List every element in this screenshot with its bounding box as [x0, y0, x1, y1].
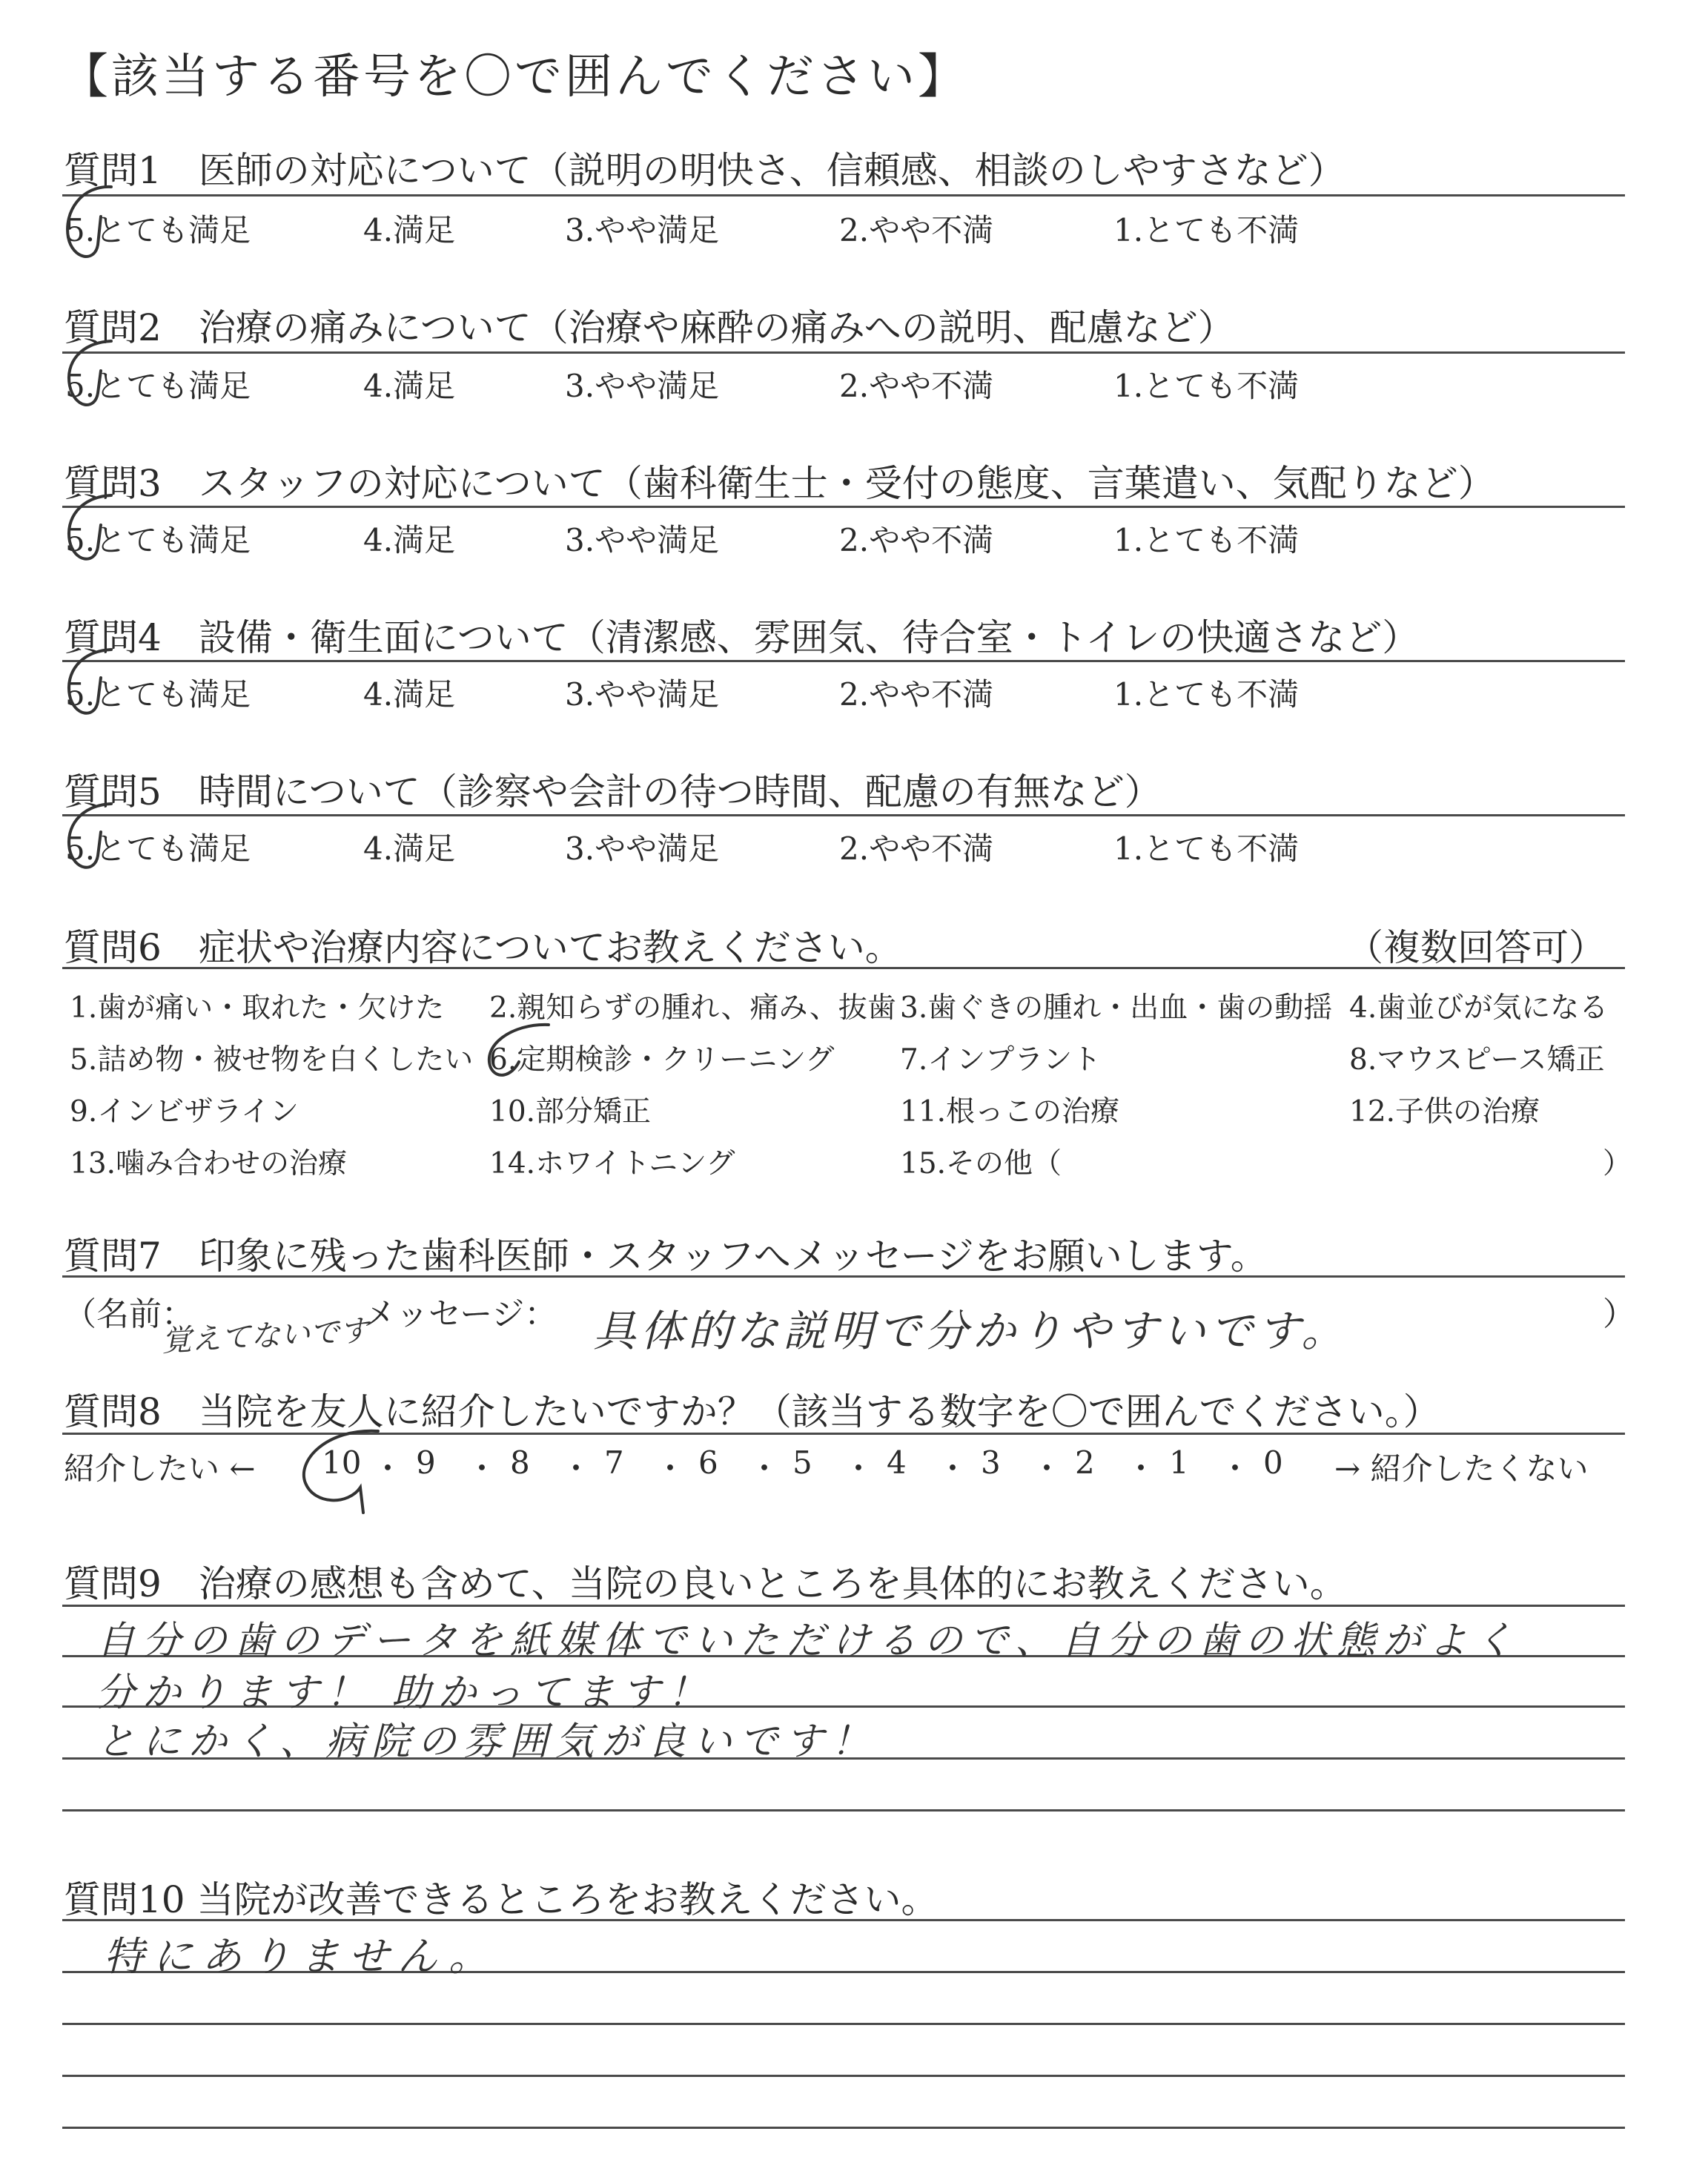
symptom-option-3[interactable]: 3.歯ぐきの腫れ・出血・歯の動揺 [900, 991, 1333, 1025]
improvement-line-1[interactable]: 特にありません。 [104, 1933, 498, 1980]
recommend-score-5[interactable]: 5 [792, 1444, 812, 1481]
question-label: 質問10 [64, 1878, 185, 1921]
recommend-score-4[interactable]: 4 [887, 1444, 907, 1481]
option-5[interactable]: 5.とても満足 [65, 830, 251, 867]
recommend-right-label: → 紹介したくない [1334, 1450, 1589, 1487]
name-handwritten-value[interactable]: 覚えてないです [161, 1313, 371, 1359]
option-4[interactable]: 4.満足 [363, 368, 456, 404]
option-3[interactable]: 3.やや満足 [565, 368, 720, 404]
scale-separator-dot: ・ [466, 1450, 498, 1487]
option-4[interactable]: 4.満足 [363, 830, 456, 867]
question-text: 時間について（診察や会計の待つ時間、配慮の有無など） [198, 770, 1162, 813]
recommend-score-1[interactable]: 1 [1169, 1444, 1189, 1481]
question-label: 質問2 [64, 306, 162, 349]
recommend-score-2[interactable]: 2 [1075, 1444, 1095, 1481]
good-points-line-1[interactable]: 自分の歯のデータを紙媒体でいただけるので、自分の歯の状態がよく [96, 1619, 1520, 1663]
question-label: 質問7 [64, 1235, 162, 1278]
option-1[interactable]: 1.とても不満 [1113, 676, 1300, 713]
scale-separator-dot: ・ [1219, 1450, 1251, 1487]
option-2[interactable]: 2.やや不満 [839, 212, 994, 248]
symptom-option-4[interactable]: 4.歯並びが気になる [1349, 991, 1609, 1025]
option-5[interactable]: 5.とても満足 [65, 522, 251, 558]
question-text: 医師の対応について（説明の明快さ、信頼感、相談のしやすさなど） [198, 149, 1345, 192]
symptom-option-13[interactable]: 13.噛み合わせの治療 [70, 1147, 348, 1180]
question-text: 設備・衛生面について（清潔感、雰囲気、待合室・トイレの快適さなど） [198, 616, 1420, 659]
option-1[interactable]: 1.とても不満 [1113, 522, 1300, 558]
question-text: 当院を友人に紹介したいですか？（該当する数字を〇で囲んでください。） [198, 1390, 1440, 1433]
recommend-score-0[interactable]: 0 [1263, 1444, 1283, 1481]
option-5[interactable]: 5.とても満足 [65, 368, 251, 404]
option-4[interactable]: 4.満足 [363, 522, 456, 558]
page-title: 【該当する番号を〇で囲んでください】 [61, 50, 968, 105]
good-points-line-3[interactable]: とにかく、病院の雰囲気が良いです！ [96, 1720, 877, 1764]
recommend-score-9[interactable]: 9 [416, 1444, 436, 1481]
symptom-option-7[interactable]: 7.インプラント [900, 1043, 1102, 1077]
symptom-option-12[interactable]: 12.子供の治療 [1349, 1095, 1540, 1129]
circle-mark-q1 [67, 187, 111, 257]
scale-separator-dot: ・ [937, 1450, 969, 1487]
scale-separator-dot: ・ [1125, 1450, 1157, 1487]
message-handwritten-value[interactable]: 具体的な説明で分かりやすいです。 [593, 1306, 1349, 1356]
scale-separator-dot: ・ [372, 1450, 404, 1487]
symptom-option-6[interactable]: 6.定期検診・クリーニング [489, 1043, 835, 1077]
recommend-score-7[interactable]: 7 [604, 1444, 624, 1481]
option-2[interactable]: 2.やや不満 [839, 368, 994, 404]
scale-separator-dot: ・ [843, 1450, 875, 1487]
option-4[interactable]: 4.満足 [363, 676, 456, 713]
option-2[interactable]: 2.やや不満 [839, 676, 994, 713]
symptom-option-1[interactable]: 1.歯が痛い・取れた・欠けた [70, 991, 445, 1025]
question-label: 質問6 [64, 926, 162, 969]
symptom-option-11[interactable]: 11.根っこの治療 [900, 1095, 1120, 1129]
message-label: メッセージ： [363, 1295, 557, 1333]
question-text: 当院が改善できるところをお教えください。 [196, 1878, 939, 1921]
question-label: 質問9 [64, 1562, 162, 1605]
question-text: スタッフの対応について（歯科衛生士・受付の態度、言葉遣い、気配りなど） [198, 462, 1495, 505]
symptom-option-5[interactable]: 5.詰め物・被せ物を白くしたい [70, 1043, 474, 1077]
multiple-answer-note: （複数回答可） [1346, 926, 1606, 969]
option-4[interactable]: 4.満足 [363, 212, 456, 248]
option-5[interactable]: 5.とても満足 [65, 212, 251, 248]
question-label: 質問4 [64, 616, 162, 659]
scale-separator-dot: ・ [749, 1450, 781, 1487]
option-3[interactable]: 3.やや満足 [565, 212, 720, 248]
option-2[interactable]: 2.やや不満 [839, 830, 994, 867]
symptom-option-9[interactable]: 9.インビザライン [70, 1095, 299, 1129]
scale-separator-dot: ・ [560, 1450, 592, 1487]
question-label: 質問3 [64, 462, 162, 505]
circle-mark-q6 [489, 1025, 549, 1075]
question-text: 治療の痛みについて（治療や麻酔の痛みへの説明、配慮など） [198, 306, 1235, 349]
option-1[interactable]: 1.とても不満 [1113, 212, 1300, 248]
option-3[interactable]: 3.やや満足 [565, 830, 720, 867]
symptom-option-15[interactable]: 15.その他（ [900, 1147, 1062, 1180]
circle-mark-q3 [69, 495, 111, 559]
question-label: 質問1 [64, 149, 162, 192]
question-label: 質問8 [64, 1390, 162, 1433]
option-1[interactable]: 1.とても不満 [1113, 368, 1300, 404]
recommend-left-label: 紹介したい ← [64, 1450, 256, 1487]
symptom-option-14[interactable]: 14.ホワイトニング [489, 1147, 735, 1180]
symptom-option-2[interactable]: 2.親知らずの腫れ、痛み、抜歯 [489, 991, 896, 1025]
circle-mark-q2 [69, 341, 111, 405]
name-label: （名前： [64, 1295, 194, 1333]
recommend-score-8[interactable]: 8 [510, 1444, 530, 1481]
recommend-score-10[interactable]: 10 [322, 1444, 362, 1481]
scale-separator-dot: ・ [655, 1450, 686, 1487]
question-text: 症状や治療内容についてお教えください。 [198, 926, 902, 969]
good-points-line-2[interactable]: 分かります！ 助かってます！ [96, 1671, 714, 1715]
recommend-score-3[interactable]: 3 [981, 1444, 1001, 1481]
option-3[interactable]: 3.やや満足 [565, 676, 720, 713]
option-5[interactable]: 5.とても満足 [65, 676, 251, 713]
circle-mark-q4 [69, 650, 111, 713]
question-text: 治療の感想も含めて、当院の良いところを具体的にお教えください。 [198, 1562, 1347, 1605]
option-3[interactable]: 3.やや満足 [565, 522, 720, 558]
symptom-option-8[interactable]: 8.マウスピース矯正 [1349, 1043, 1605, 1077]
other-close-paren: ） [1603, 1147, 1632, 1180]
scale-separator-dot: ・ [1031, 1450, 1063, 1487]
recommend-score-6[interactable]: 6 [698, 1444, 718, 1481]
circle-mark-q8 [304, 1431, 378, 1513]
message-close-paren: ） [1603, 1295, 1635, 1333]
option-1[interactable]: 1.とても不満 [1113, 830, 1300, 867]
symptom-option-10[interactable]: 10.部分矯正 [489, 1095, 652, 1129]
circle-mark-q5 [69, 804, 111, 868]
question-text: 印象に残った歯科医師・スタッフへメッセージをお願いします。 [198, 1235, 1268, 1278]
question-label: 質問5 [64, 770, 162, 813]
option-2[interactable]: 2.やや不満 [839, 522, 994, 558]
